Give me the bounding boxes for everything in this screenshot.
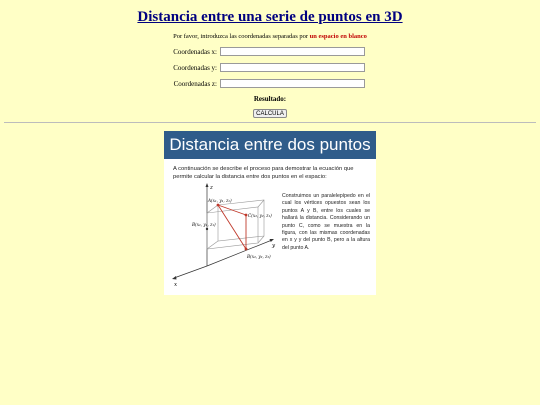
z-coordinates-input[interactable] xyxy=(220,79,365,88)
point-a xyxy=(217,204,220,207)
parallelepiped-figure xyxy=(170,183,282,287)
distance-lines xyxy=(218,205,246,249)
z-row xyxy=(0,79,540,91)
page-title: Distancia entre una serie de puntos en 3D xyxy=(137,9,403,25)
x-label: Coordenadas x: xyxy=(173,48,217,56)
result-label: Resultado: xyxy=(253,95,287,103)
card-intro: A continuación se describe el proceso para demostrar la ecuación que permite calcular la distancia entre dos puntos en el espacio: xyxy=(173,166,354,180)
x-row xyxy=(0,47,540,59)
y-row xyxy=(0,63,540,75)
y-axis-arrow xyxy=(270,239,275,242)
y-axis xyxy=(207,240,272,266)
label-b2: B(x₂, y₂, z₂) xyxy=(247,254,271,259)
card-body-text xyxy=(282,193,370,252)
x-coordinates-input[interactable] xyxy=(220,47,365,56)
instructions-highlight: un espacio en blanco xyxy=(309,33,367,40)
z-axis-arrow xyxy=(206,183,209,187)
x-axis-label: x xyxy=(174,282,178,287)
y-coordinates-input[interactable] xyxy=(220,63,365,72)
y-label: Coordenadas y: xyxy=(173,64,217,72)
calculate-button[interactable]: CALCULA xyxy=(253,109,287,118)
y-axis-label: y xyxy=(272,243,276,249)
card-header: Distancia entre dos puntos xyxy=(164,131,376,159)
point-c xyxy=(245,214,248,217)
point-b1 xyxy=(206,228,208,230)
instructions-text: Por favor, introduzca las coordenadas separadas por xyxy=(173,33,309,40)
label-c: C(x₂, y₂, z₁) xyxy=(248,213,272,218)
explanation-image xyxy=(164,131,376,295)
label-a: A(x₁, y₁, z₁) xyxy=(208,198,232,203)
z-label: Coordenadas z: xyxy=(173,80,217,88)
divider xyxy=(4,122,536,123)
point-b2 xyxy=(245,248,248,251)
label-b1: B(x₁, y₁, z₁) xyxy=(192,222,216,227)
z-axis-label: z xyxy=(210,185,213,191)
x-axis-arrow xyxy=(172,276,177,280)
x-axis xyxy=(174,266,207,278)
instructions xyxy=(0,33,540,40)
card-body-paragraph: Construimos un paralelepípedo en el cual los vértices opuestos sean los puntos A y B, entre los cuales se hallará la distancia. Considerando un punto C, como se muestra en la figura, con las mismas coordenadas en x y y del punto B, pero a la altura del punto A. xyxy=(282,193,370,251)
